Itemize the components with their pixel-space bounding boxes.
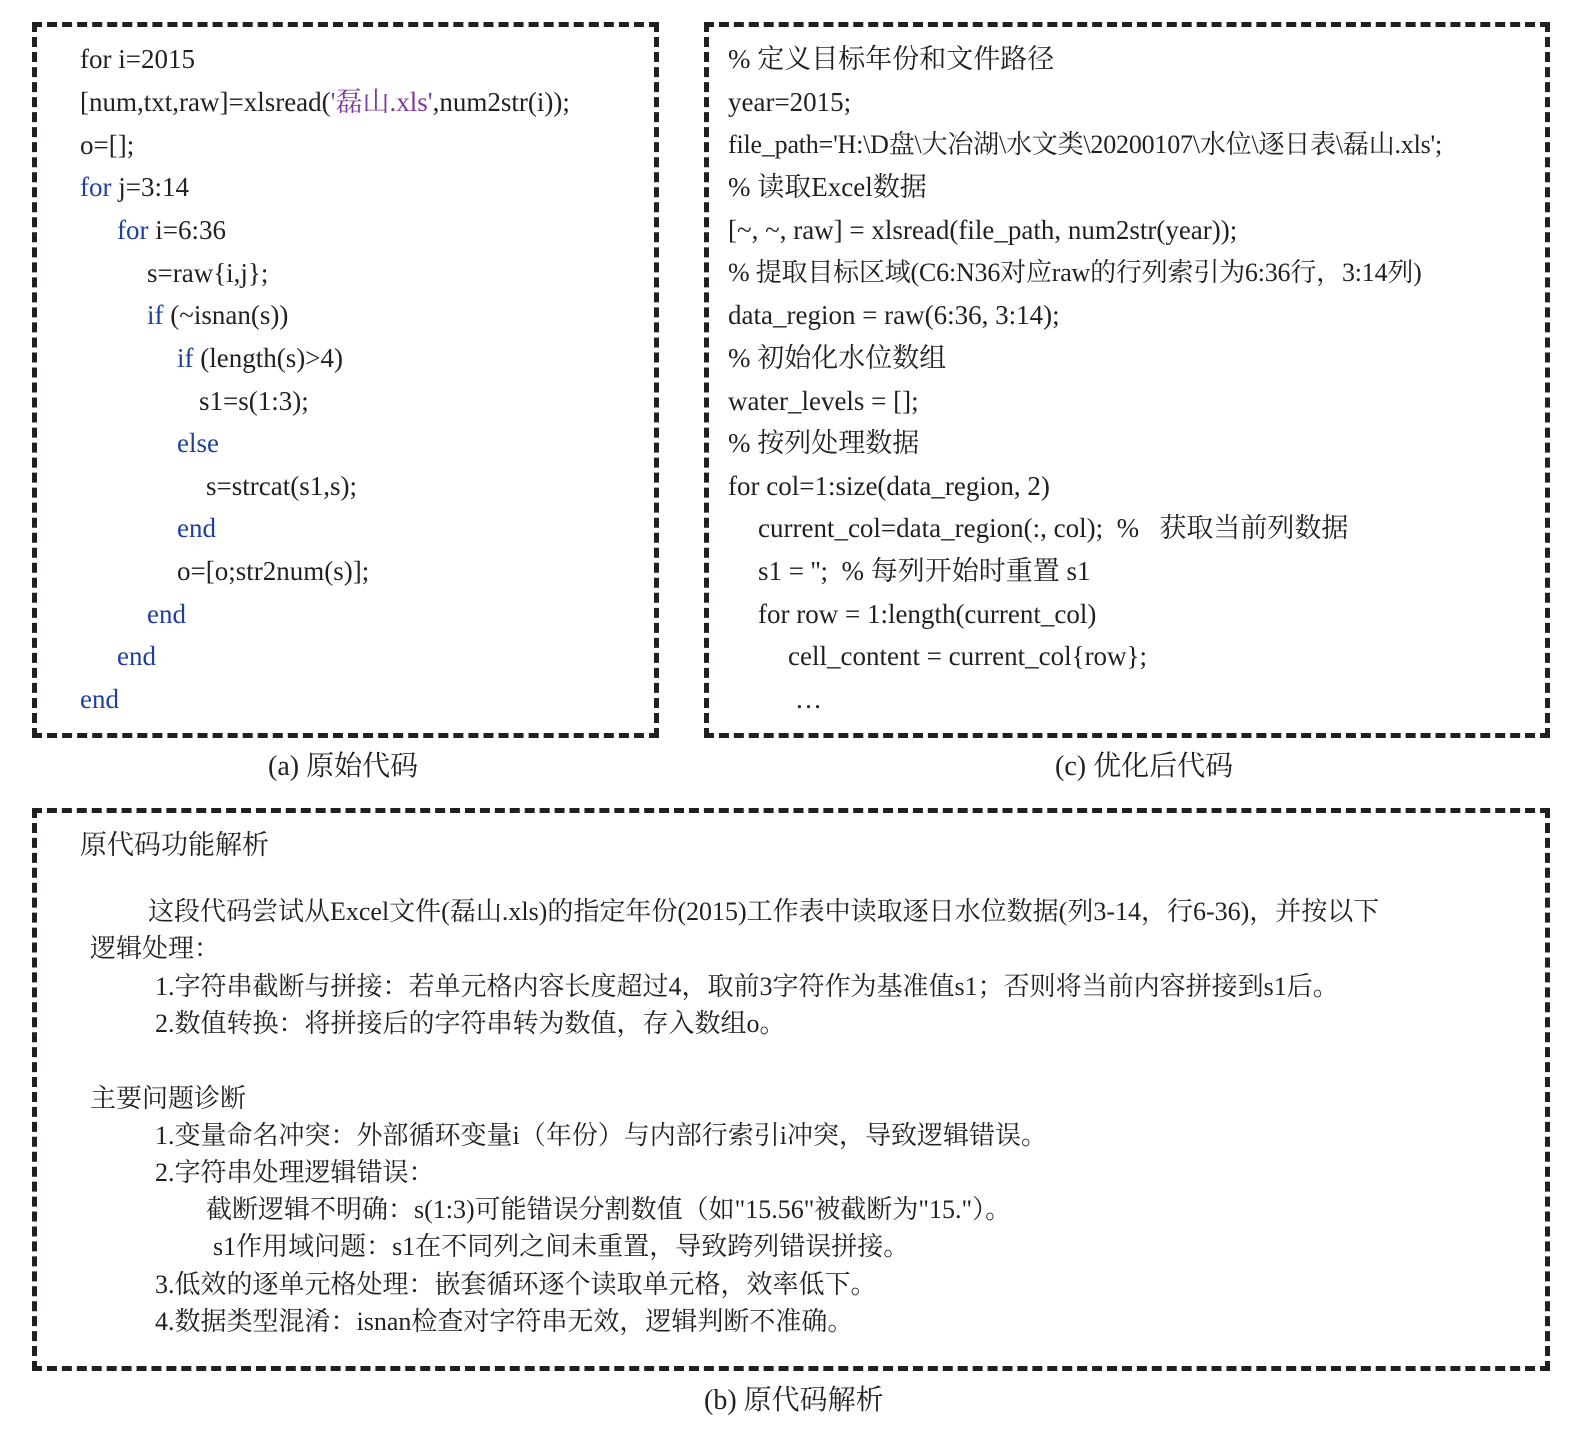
diagnosis-item-4: 4.数据类型混淆：isnan检查对字符串无效，逻辑判断不准确。	[155, 1307, 854, 1336]
opt-line-7: data_region = raw(6:36, 3:14);	[728, 300, 1060, 330]
analysis-para-line-1: 这段代码尝试从Excel文件(磊山.xls)的指定年份(2015)工作表中读取逐日水位数据(列3-14，行6-36)，并按以下	[148, 897, 1380, 926]
code-line-12: end	[177, 513, 216, 543]
code-line-13: o=[o;str2num(s)];	[177, 556, 370, 586]
code-line-14: end	[147, 599, 186, 629]
diagnosis-item-2: 2.字符串处理逻辑错误：	[155, 1158, 435, 1187]
analysis-heading: 原代码功能解析	[80, 830, 269, 860]
code-line-2: [num,txt,raw]=xlsread('磊山.xls',num2str(i));	[80, 87, 570, 117]
diagnosis-item-1: 1.变量命名冲突：外部循环变量i（年份）与内部行索引i冲突，导致逻辑错误。	[155, 1121, 1047, 1150]
code-line-1: for i=2015	[80, 44, 195, 74]
analysis-para-line-2: 逻辑处理：	[90, 934, 221, 963]
code-line-3: o=[];	[80, 130, 135, 160]
opt-line-9: water_levels = [];	[728, 386, 919, 416]
caption-a: (a) 原始代码	[268, 751, 419, 782]
code-line-16: end	[80, 684, 119, 714]
diagnosis-item-2a: 截断逻辑不明确：s(1:3)可能错误分割数值（如"15.56"被截断为"15."）。	[206, 1195, 1012, 1224]
code-line-11: s=strcat(s1,s);	[206, 471, 357, 501]
code-line-10: else	[177, 428, 219, 458]
opt-line-16: …	[795, 684, 822, 714]
opt-line-12: current_col=data_region(:, col); % 获取当前列数据	[758, 513, 1349, 543]
opt-line-5: [~, ~, raw] = xlsread(file_path, num2str(year));	[728, 215, 1238, 245]
code-line-9: s1=s(1:3);	[199, 386, 309, 416]
analysis-item-1: 1.字符串截断与拼接：若单元格内容长度超过4，取前3字符作为基准值s1；否则将当前内容拼接到s1后。	[155, 972, 1339, 1001]
opt-line-6: % 提取目标区域(C6:N36对应raw的行列索引为6:36行，3:14列)	[728, 258, 1422, 287]
opt-line-14: for row = 1:length(current_col)	[758, 599, 1097, 629]
opt-line-10: % 按列处理数据	[728, 428, 920, 458]
opt-line-3: file_path='H:\D盘\大冶湖\水文类\20200107\水位\逐日表\磊山.xls';	[728, 130, 1443, 159]
code-line-4: for j=3:14	[80, 172, 189, 202]
opt-line-1: % 定义目标年份和文件路径	[728, 44, 1055, 74]
opt-line-11: for col=1:size(data_region, 2)	[728, 471, 1050, 501]
code-line-15: end	[117, 641, 156, 671]
code-line-5: for i=6:36	[117, 215, 226, 245]
caption-b: (b) 原代码解析	[704, 1385, 884, 1416]
code-line-6: s=raw{i,j};	[147, 258, 269, 288]
opt-line-2: year=2015;	[728, 87, 852, 117]
code-line-7: if (~isnan(s))	[147, 300, 289, 330]
opt-line-8: % 初始化水位数组	[728, 343, 947, 373]
diagnosis-item-3: 3.低效的逐单元格处理：嵌套循环逐个读取单元格，效率低下。	[155, 1270, 877, 1299]
caption-c: (c) 优化后代码	[1055, 751, 1234, 782]
code-line-8: if (length(s)>4)	[177, 343, 343, 373]
opt-line-13: s1 = ''; % 每列开始时重置 s1	[758, 556, 1091, 586]
opt-line-15: cell_content = current_col{row};	[788, 641, 1148, 671]
opt-line-4: % 读取Excel数据	[728, 172, 927, 202]
diagnosis-item-2b: s1作用域问题：s1在不同列之间未重置，导致跨列错误拼接。	[213, 1232, 910, 1261]
diagnosis-heading: 主要问题诊断	[90, 1084, 247, 1113]
analysis-item-2: 2.数值转换：将拼接后的字符串转为数值，存入数组o。	[155, 1009, 786, 1038]
